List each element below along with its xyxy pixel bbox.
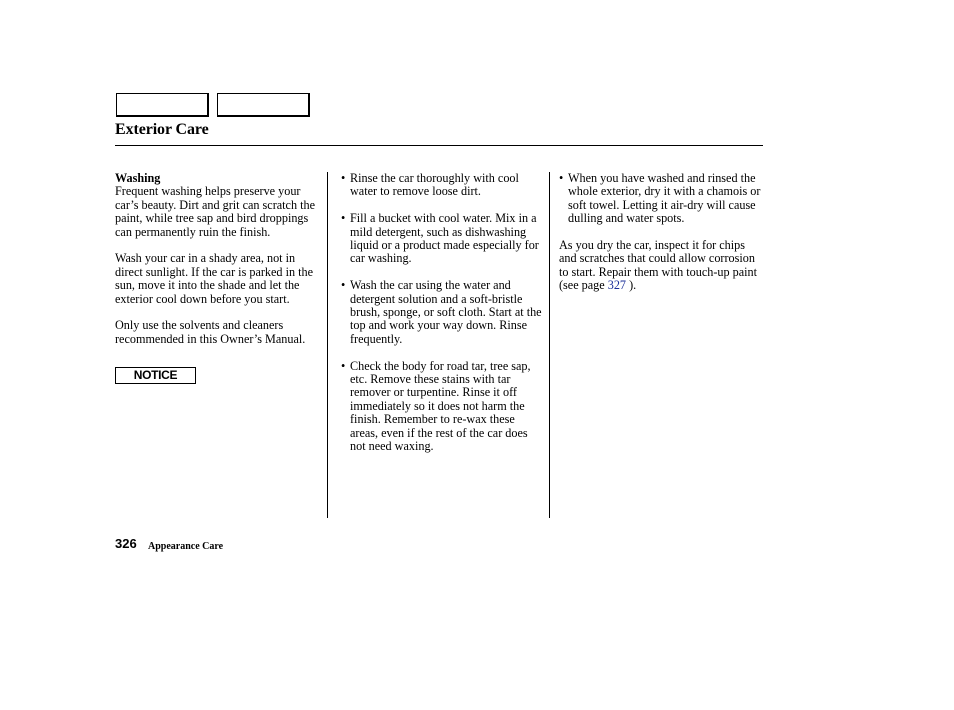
- section-name: Appearance Care: [148, 541, 224, 552]
- column-divider: [549, 172, 550, 518]
- column-1: [115, 172, 320, 384]
- paragraph-solvents: Only use the solvents and cleaners recommended in this Owner’s Manual.: [115, 318, 306, 346]
- paragraph-inspect: [559, 239, 764, 293]
- washing-steps-list: [341, 172, 543, 453]
- page-title: Exterior Care: [115, 121, 209, 138]
- page-link-327[interactable]: 327: [607, 278, 627, 293]
- list-item: • When you have washed and rinsed the whole exterior, dry it with a chamois or soft towel. Letting it air-dry will cause dulling and water spots.: [559, 172, 764, 226]
- title-divider: [115, 145, 763, 146]
- list-item: • Fill a bucket with cool water. Mix in a mild detergent, such as dishwashing liquid or a product made especially for car washing.: [341, 212, 543, 266]
- page-number: 326: [115, 536, 137, 551]
- inspect-text-end: ).: [626, 278, 637, 293]
- drying-steps-list: [559, 172, 764, 226]
- section-heading: Washing: [115, 171, 161, 185]
- column-2: [341, 172, 543, 467]
- paragraph-shady-area: Wash your car in a shady area, not in direct sunlight. If the car is parked in the sun, move it into the shade and let the exterior cool down before you start.: [115, 251, 313, 306]
- prev-nav-button[interactable]: [116, 93, 209, 117]
- inspect-text: As you dry the car, inspect it for chips and scratches that could allow corrosion to start. Repair them with touch-up paint (see page: [559, 238, 758, 293]
- list-item: • Check the body for road tar, tree sap, etc. Remove these stains with tar remover or turpentine. Rinse it off immediately so it does not harm the finish. Remember to re-wax these areas, even if the rest of the car does not need waxing.: [341, 360, 543, 454]
- paragraph-frequent-washing: Frequent washing helps preserve your car’s beauty. Dirt and grit can scratch the paint, while tree sap and bird droppings can permanently ruin the finish.: [115, 184, 315, 239]
- column-3: [559, 172, 764, 306]
- next-nav-button[interactable]: [217, 93, 310, 117]
- list-item: • Wash the car using the water and detergent solution and a soft-bristle brush, sponge, or soft cloth. Start at the top and work your way down. Rinse frequently.: [341, 279, 543, 346]
- notice-label: NOTICE: [115, 367, 196, 384]
- column-divider: [327, 172, 328, 518]
- list-item: • Rinse the car thoroughly with cool water to remove loose dirt.: [341, 172, 543, 199]
